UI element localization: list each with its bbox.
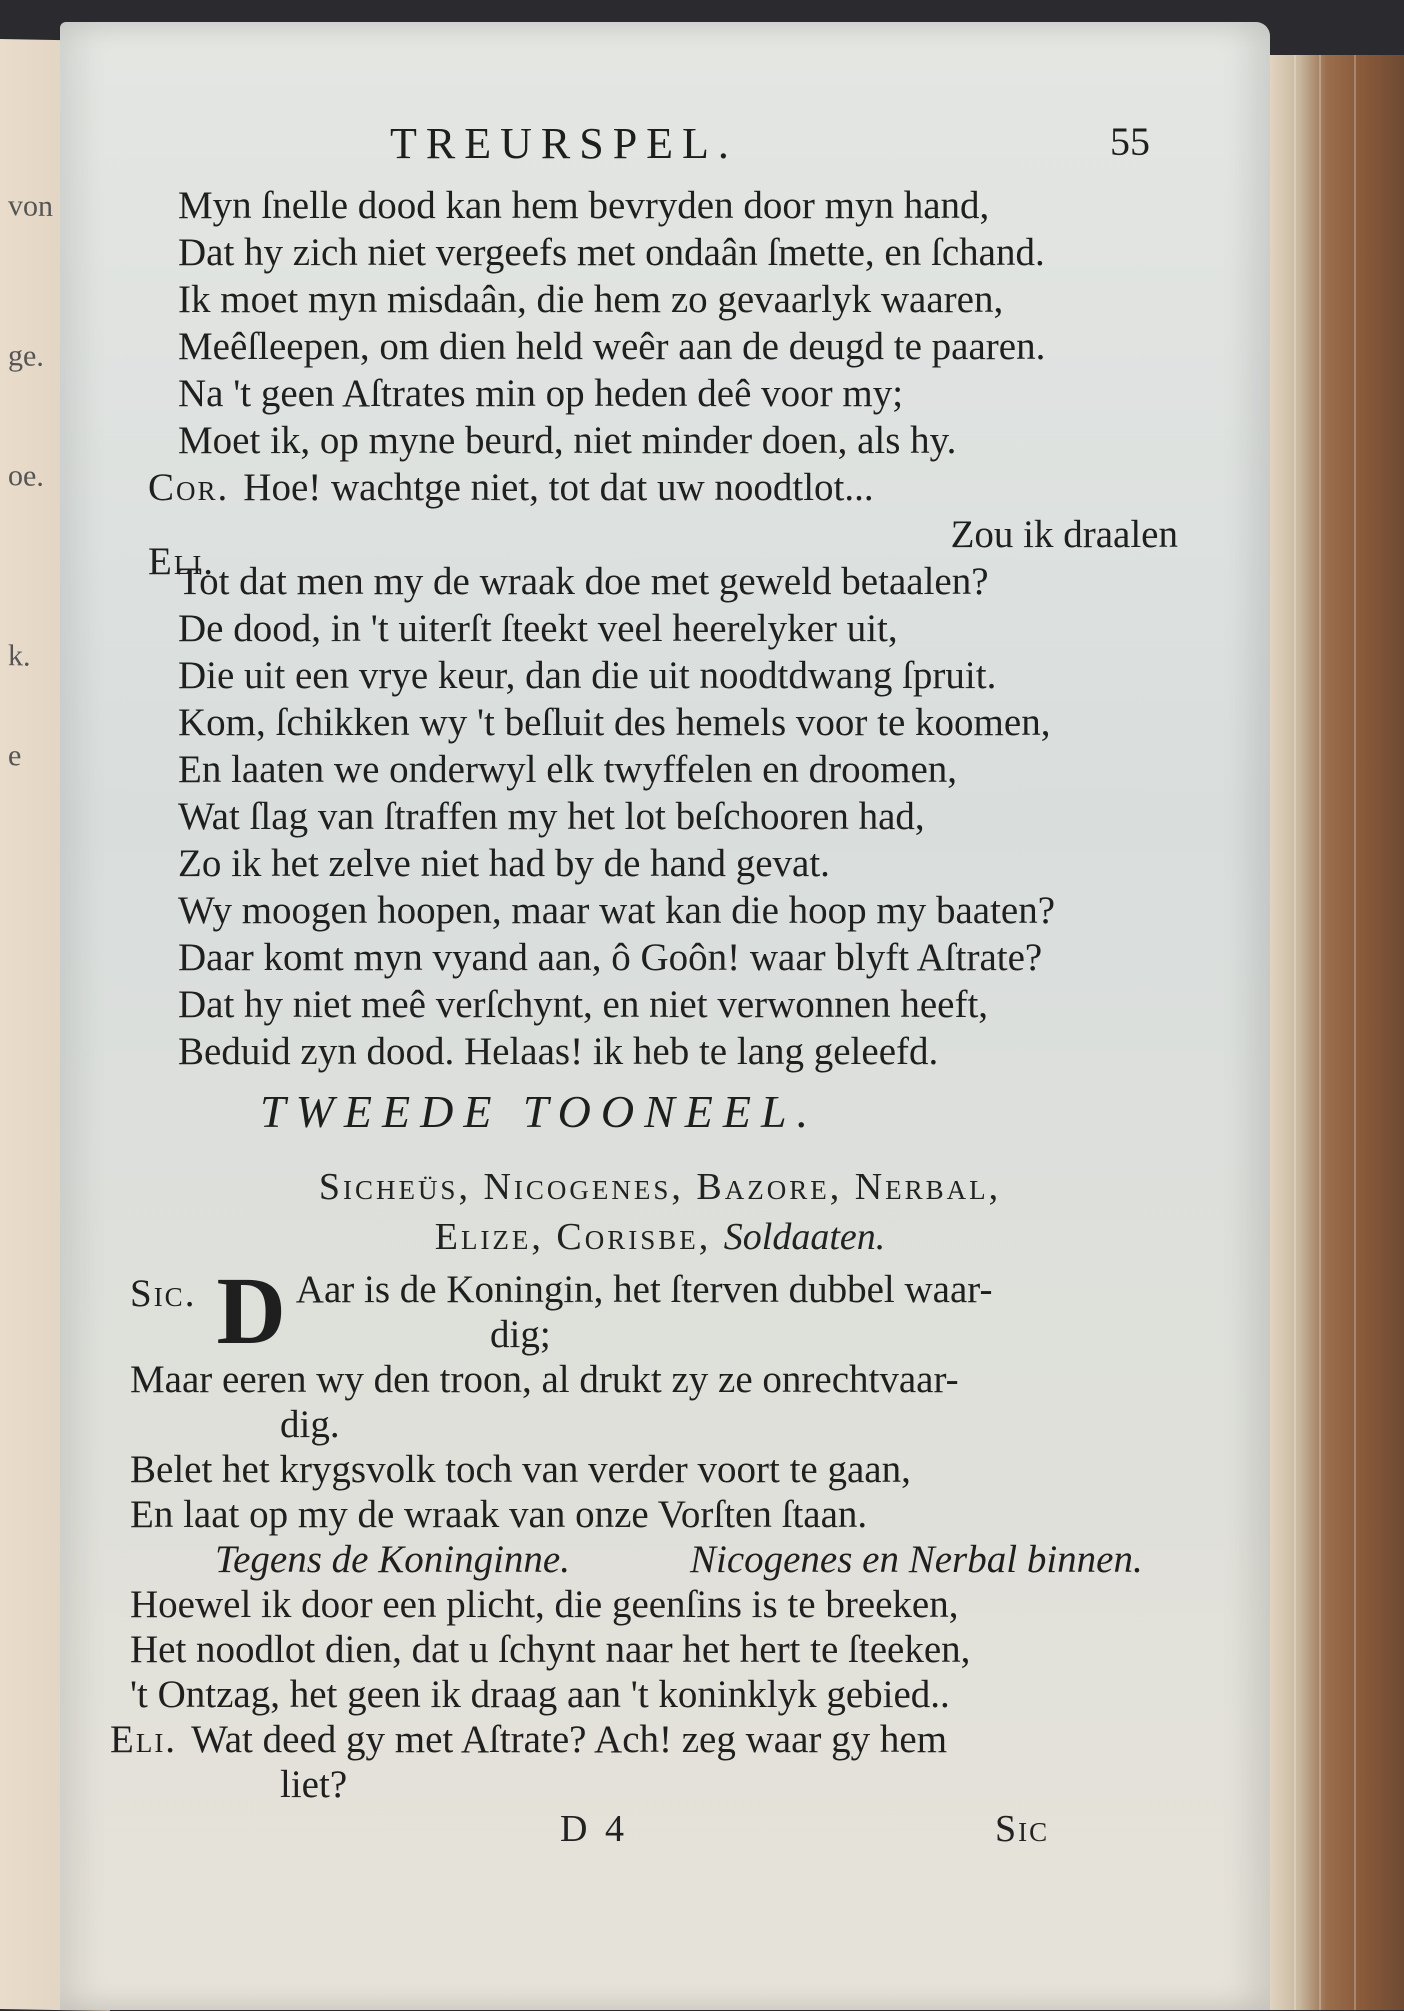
verse-line: Belet het krygsvolk toch van verder voort te gaan, <box>130 1448 911 1491</box>
cast-soldiers: Soldaaten. <box>723 1216 886 1258</box>
cast-list <box>130 1162 1190 1262</box>
verse-line: Tot dat men my de wraak doe met geweld betaalen? <box>178 560 989 603</box>
verse-line: Die uit een vrye keur, dan die uit noodtdwang ſpruit. <box>178 654 997 697</box>
running-title: TREURSPEL. <box>390 119 738 168</box>
verse-line: Sic. D Aar is de Koningin, het ſterven dubbel waar- dig; <box>130 1257 993 1364</box>
left-fragment: oe. <box>8 459 44 493</box>
left-fragment: e <box>8 739 22 773</box>
signature-mark: D 4 <box>560 1808 628 1850</box>
verse-line: Wy moogen hoopen, maar wat kan die hoop my baaten? <box>178 889 1056 932</box>
verse-line: Kom, ſchikken wy 't beſluit des hemels voor te koomen, <box>178 701 1051 744</box>
scene-title: TWEEDE TOONEEL. <box>260 1086 819 1137</box>
verse-line: Ik moet myn misdaân, die hem zo gevaarlyk waaren, <box>178 278 1004 321</box>
verse-line: Wat ſlag van ſtraffen my het lot beſchooren had, <box>178 795 925 838</box>
verse-line: Myn ſnelle dood kan hem bevryden door myn hand, <box>178 184 990 227</box>
speaker-label: Sic. <box>130 1272 197 1315</box>
page-number: 55 <box>1110 119 1150 164</box>
verse-line: Hoewel ik door een plicht, die geenſins is te breeken, <box>130 1583 959 1626</box>
verse-line: dig. <box>280 1403 340 1446</box>
verse-line: Beduid zyn dood. Helaas! ik heb te lang geleefd. <box>178 1030 939 1073</box>
stage-direction: Tegens de Koninginne. Nicogenes en Nerbal binnen. <box>215 1538 1143 1581</box>
verse-line: Dat hy niet meê verſchynt, en niet verwonnen heeft, <box>178 983 989 1026</box>
scene1-verse <box>148 182 1178 1075</box>
catchword: Sic <box>995 1808 1050 1850</box>
cast-line: Sicheüs, Nicogenes, Bazore, Nerbal, <box>318 1166 1002 1208</box>
left-fragment: ge. <box>8 339 44 373</box>
verse-line: liet? <box>280 1763 348 1806</box>
verse-line: De dood, in 't uiterſt ſteekt veel heerelyker uit, <box>178 607 898 650</box>
left-fragment: von <box>8 189 53 223</box>
cast-line: Elize, Corisbe, Soldaaten. <box>434 1216 886 1258</box>
verse-line: Meêſleepen, om dien held weêr aan de deugd te paaren. <box>178 325 1046 368</box>
verse-line: Na 't geen Aſtrates min op heden deê voor my; <box>178 372 904 415</box>
verse-line: Zou ik draalen <box>950 513 1178 556</box>
verse-line: Cor. Hoe! wachtge niet, tot dat uw noodtlot... <box>148 466 874 509</box>
verse-line: Zo ik het zelve niet had by de hand gevat. <box>178 842 830 885</box>
verse-line: Het noodlot dien, dat u ſchynt naar het hert te ſteeken, <box>130 1628 971 1671</box>
left-fragment: k. <box>8 639 31 673</box>
speaker-label: Cor. <box>148 466 230 509</box>
verse-line: 't Ontzag, het geen ik draag aan 't koninklyk gebied.. <box>130 1673 950 1716</box>
speaker-label: Eli. <box>110 1718 178 1761</box>
speaker-label: Eli. <box>148 540 216 583</box>
verse-line: Dat hy zich niet vergeefs met ondaân ſmette, en ſchand. <box>178 231 1045 274</box>
verse-line: Moet ik, op myne beurd, niet minder doen, als hy. <box>178 419 957 462</box>
verse-line: Daar komt myn vyand aan, ô Goôn! waar blyft Aſtrate? <box>178 936 1043 979</box>
verse-line: Eli. Wat deed gy met Aſtrate? Ach! zeg waar gy hem <box>110 1718 948 1761</box>
book-edge <box>1264 55 1404 2010</box>
verse-line: En laat op my de wraak van onze Vorſten ſtaan. <box>130 1493 868 1536</box>
book-page <box>60 22 1270 2010</box>
verse-line: En laaten we onderwyl elk twyffelen en droomen, <box>178 748 958 791</box>
drop-capital: D <box>216 1257 286 1364</box>
scene2-verse <box>110 1257 1190 1807</box>
verse-line: Maar eeren wy den troon, al drukt zy ze onrechtvaar- <box>130 1358 959 1401</box>
